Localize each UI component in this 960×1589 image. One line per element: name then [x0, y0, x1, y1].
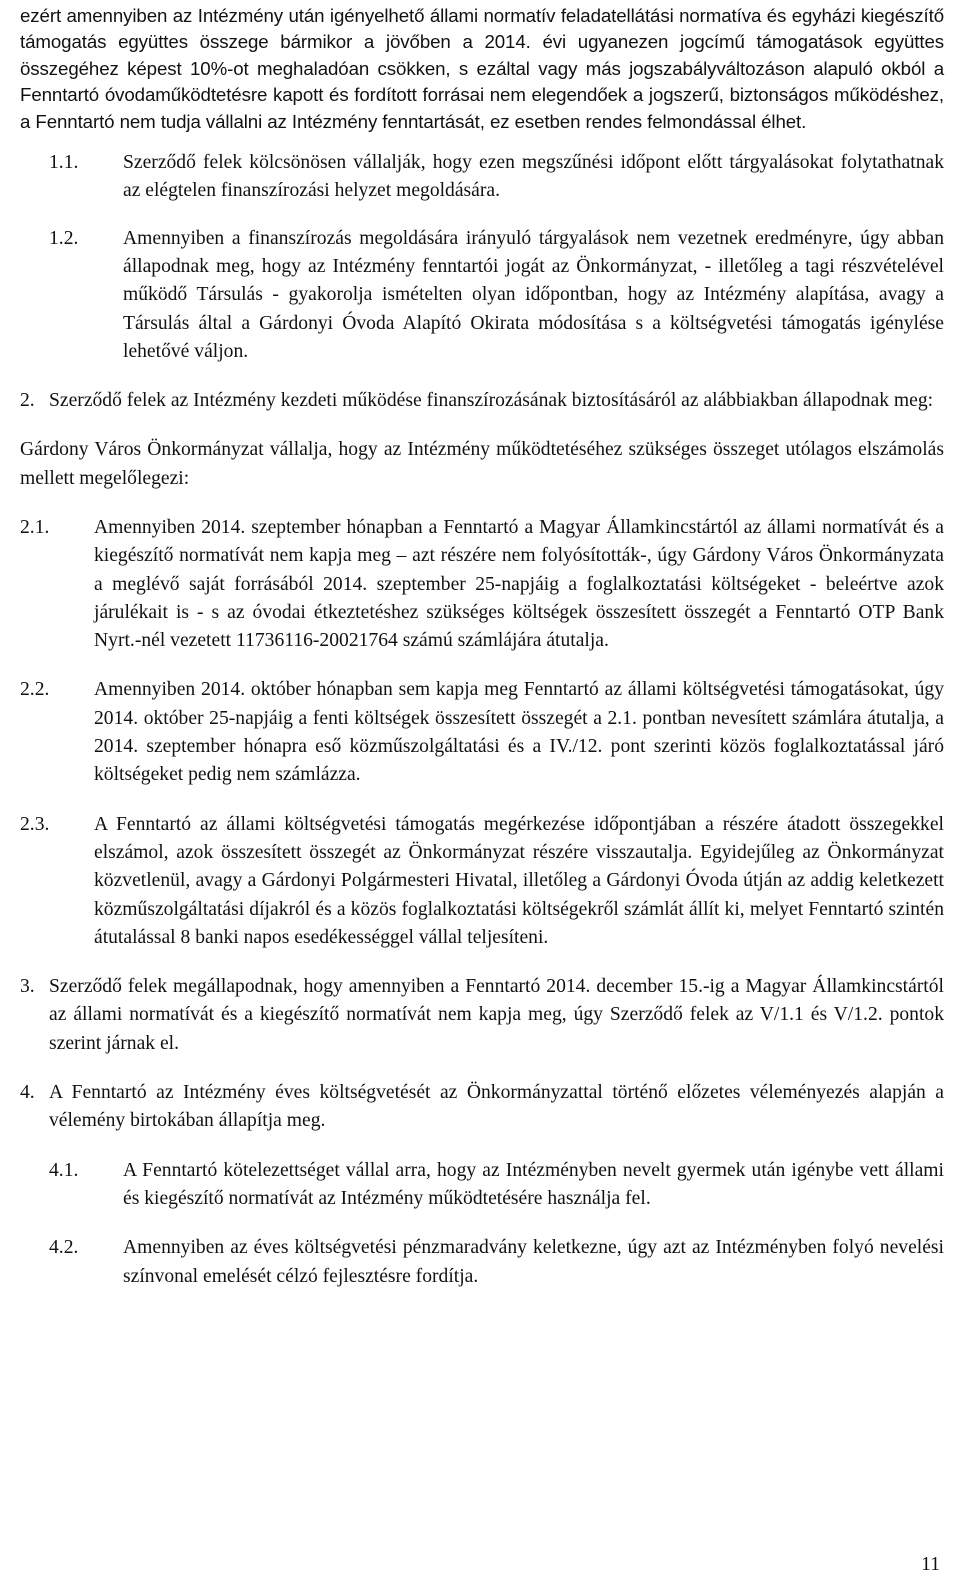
page-number: 11	[921, 1554, 940, 1575]
clause-text: Amennyiben a finanszírozás megoldására irányuló tárgyalások nem vezetnek eredményre, úgy abban állapodnak meg, hogy az Intézmény fenntartói jogát az Önkormányzat, - illetőleg a tagi részvételével működő Társulás - gyakorolja ismételten olyan időpontban, hogy az Intézmény alapítása, avagy a Társulás által a Gárdonyi Óvoda Alapító Okirata módosítása s a költségvetési támogatás igénylése lehetővé váljon.	[123, 227, 944, 362]
clause-number: 4.2.	[49, 1237, 79, 1259]
clause-text: Amennyiben 2014. szeptember hónapban a Fenntartó a Magyar Államkincstártól az állami normatívát és a kiegészítő normatívát nem kapja meg – azt részére nem folyósították-, úgy Gárdony Város Önkormányzata a meglévő saját forrásából 2014. szeptember 25-napjáig a foglalkoztatási költségeket - beleértve azok járulékait is - s az óvodai étkeztetéshez szükséges költségek összesített összegét a Fenntartó OTP Bank Nyrt.-nél vezetett 11736116-20021764 számú számlájára átutalja.	[94, 517, 944, 652]
intro-paragraph: ezért amennyiben az Intézmény után igényelhető állami normatív feladatellátási normatíva és egyházi kiegészítő támogatás együttes összege bármikor a jövőben a 2014. évi ugyanezen jogcímű támogatások együttes összegéhez képest 10%-ot meghaladóan csökken, s ezáltal vagy más jogszabályváltozáson alapuló okból a Fenntartó óvodaműködtetésre kapott és fordított forrásai nem elegendőek a jogszerű, biztonságos működéshez, a Fenntartó nem tudja vállalni az Intézmény fenntartását, ez esetben rendes felmondással élhet.	[20, 5, 944, 132]
clause-number: 2.	[20, 390, 35, 412]
clause-number: 4.1.	[49, 1159, 79, 1181]
clause-text: A Fenntartó az állami költségvetési támogatás megérkezése időpontjában a részére átadott összegekkel elszámol, azok összesített összegét az Önkormányzat részére visszautalja. Egyidejűleg az Önkormányzat közvetlenül, avagy a Gárdonyi Polgármesteri Hivatal, illetőleg a Gárdonyi Óvoda útján az addig keletkezett közműszolgáltatási díjakról és a közös foglalkoztatási költségekről számlát állít ki, melyet Fenntartó szintén átutalással 8 banki napos esedékességgel vállal teljesíteni.	[94, 813, 944, 948]
clause-4	[20, 1079, 944, 1136]
clause-2-1	[20, 514, 944, 655]
clause-number: 4.	[20, 1082, 35, 1104]
clause-number: 2.3.	[20, 813, 50, 835]
clause-text: Szerződő felek megállapodnak, hogy amennyiben a Fenntartó 2014. december 15.-ig a Magyar Államkincstártól az állami normatívát és a kiegészítő normatívát nem kapja meg, úgy Szerződő felek az V/1.1 és V/1.2. pontok szerint járnak el.	[49, 976, 944, 1054]
clause-text: Szerződő felek kölcsönösen vállalják, hogy ezen megszűnési időpont előtt tárgyalásokat folytathatnak az elégtelen finanszírozási helyzet megoldására.	[123, 152, 944, 202]
clause-text: Amennyiben 2014. október hónapban sem kapja meg Fenntartó az állami költségvetési támogatásokat, úgy 2014. október 25-napjáig a fenti költségek összesített összegét a 2.1. pontban nevesített számlára átutalja, a 2014. szeptember hónapra eső közműszolgáltatási és a IV./12. pont szerinti közös foglalkoztatással járó költségeket pedig nem számlázza.	[94, 679, 944, 786]
clause-2	[20, 387, 944, 415]
clause-text: Amennyiben az éves költségvetési pénzmaradvány keletkezne, úgy azt az Intézményben folyó nevelési színvonal emelését célzó fejlesztésre fordítja.	[123, 1237, 944, 1287]
clause-1-1	[49, 149, 944, 206]
clause-3	[20, 973, 944, 1058]
clause-number: 2.1.	[20, 517, 50, 538]
clause-2-3	[20, 811, 944, 952]
clause-2-2	[20, 676, 944, 789]
clause-2-statement: Gárdony Város Önkormányzat vállalja, hogy az Intézmény működtetéséhez szükséges összeget utólagos elszámolás mellett megelőlegezi:	[20, 439, 944, 489]
clause-4-1	[49, 1157, 944, 1214]
clause-text: Szerződő felek az Intézmény kezdeti működése finanszírozásának biztosításáról az alábbiakban állapodnak meg:	[49, 390, 934, 412]
clause-4-2	[49, 1234, 944, 1291]
clause-text: A Fenntartó az Intézmény éves költségvetését az Önkormányzattal történő előzetes véleményezés alapján a vélemény birtokában állapítja meg.	[49, 1082, 944, 1132]
document-page	[20, 0, 944, 1291]
clause-number: 1.2.	[49, 227, 79, 249]
clause-number: 3.	[20, 976, 35, 998]
clause-1-2	[49, 225, 944, 366]
clause-number: 1.1.	[49, 152, 79, 174]
clause-number: 2.2.	[20, 679, 50, 701]
clause-text: A Fenntartó kötelezettséget vállal arra, hogy az Intézményben nevelt gyermek után igénybe vett állami és kiegészítő normatívát az Intézmény működtetésére használja fel.	[123, 1159, 944, 1209]
